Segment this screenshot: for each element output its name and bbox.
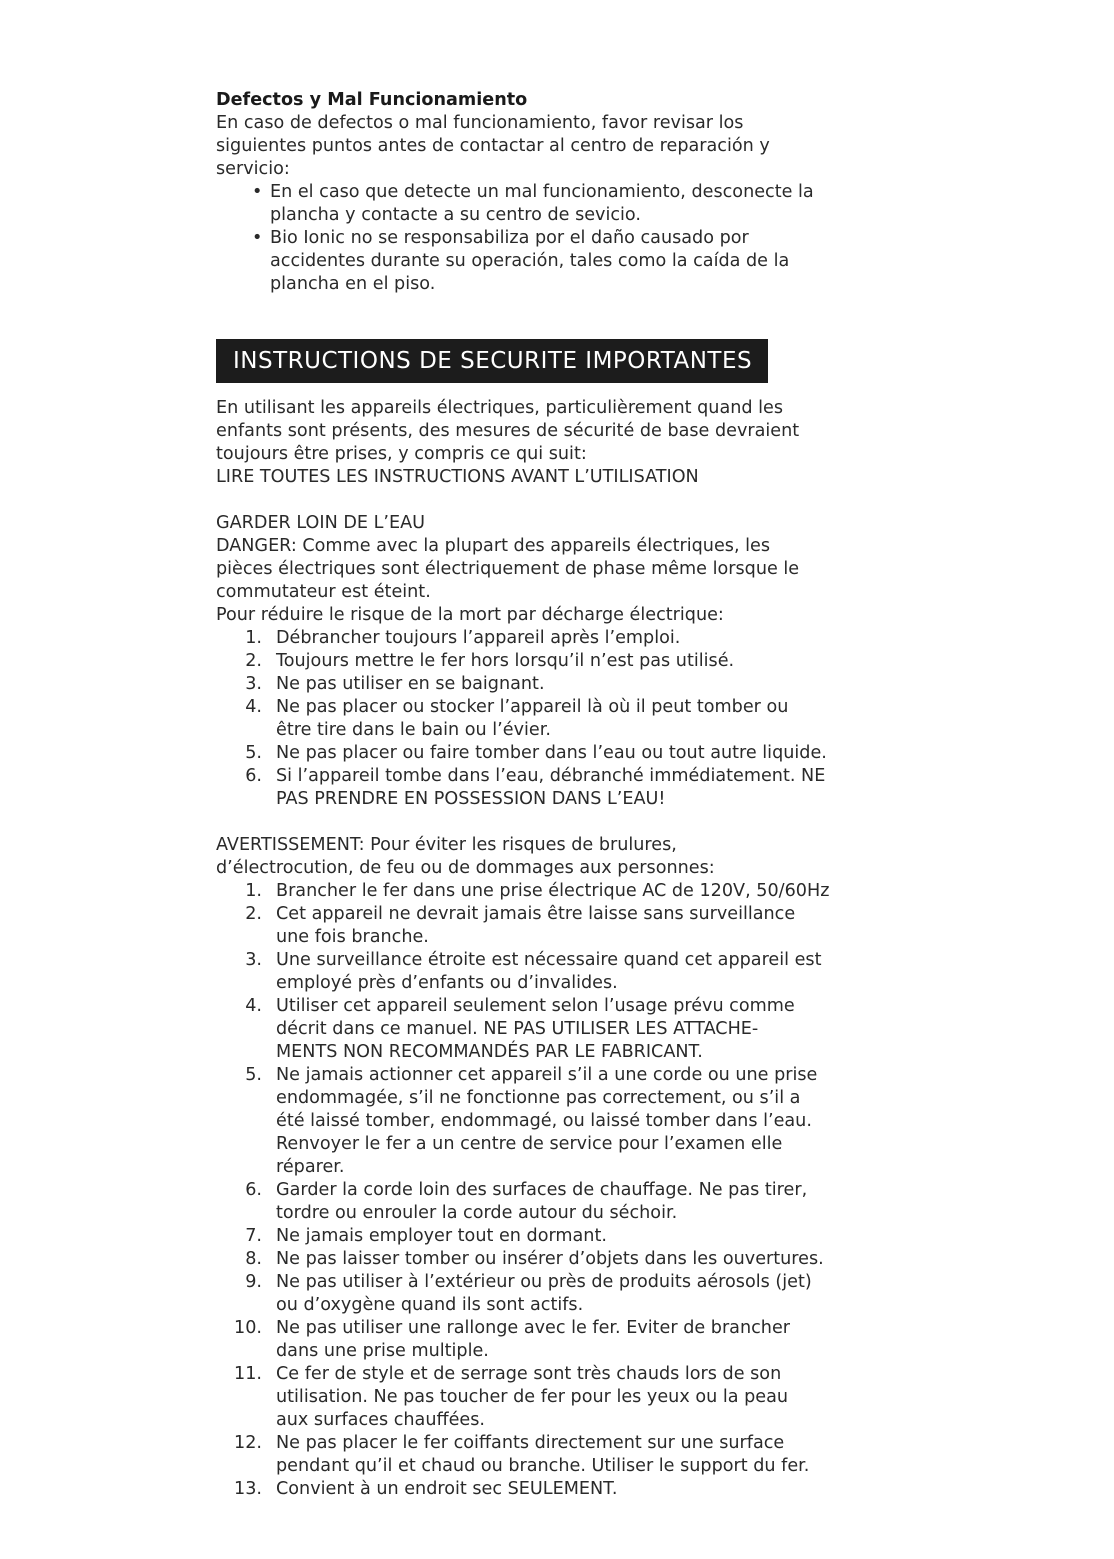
list-item-line: Ne pas laisser tomber ou insérer d’objets dans les ouvertures. bbox=[276, 1249, 824, 1269]
french-section bbox=[216, 296, 936, 1501]
list-item-line: En el caso que detecte un mal funcionamiento, desconecte la bbox=[270, 182, 814, 202]
list-item bbox=[216, 1248, 936, 1271]
spanish-section bbox=[216, 89, 936, 296]
list-item-line: être tire dans le bain ou l’évier. bbox=[276, 720, 551, 740]
list-number: 5. bbox=[245, 1065, 262, 1085]
list-item bbox=[216, 995, 936, 1064]
list-number: 4. bbox=[245, 996, 262, 1016]
list-item-line: Ne jamais employer tout en dormant. bbox=[276, 1226, 607, 1246]
list-item bbox=[216, 765, 936, 811]
paragraph-line: enfants sont présents, des mesures de sécurité de base devraient bbox=[216, 421, 800, 441]
list-number: 1. bbox=[245, 628, 262, 648]
paragraph-line: toujours être prises, y compris ce qui suit: bbox=[216, 444, 587, 464]
list-item-line: Renvoyer le fer a un centre de service pour l’examen elle bbox=[276, 1134, 783, 1154]
intro-paragraph bbox=[216, 397, 936, 489]
paragraph-line: En utilisant les appareils électriques, particulièrement quand les bbox=[216, 398, 784, 418]
list-number: 10. bbox=[234, 1318, 262, 1338]
list-item bbox=[216, 1317, 936, 1363]
list-item-line: Ne pas utiliser une rallonge avec le fer. Eviter de brancher bbox=[276, 1318, 790, 1338]
list-item-line: MENTS NON RECOMMANDÉS PAR LE FABRICANT. bbox=[276, 1042, 703, 1062]
list-item bbox=[216, 1478, 936, 1501]
list-item-line: utilisation. Ne pas toucher de fer pour les yeux ou la peau bbox=[276, 1387, 789, 1407]
list-number: 3. bbox=[245, 950, 262, 970]
list-item-line: décrit dans ce manuel. NE PAS UTILISER LES ATTACHE- bbox=[276, 1019, 759, 1039]
list-item-line: Garder la corde loin des surfaces de chauffage. Ne pas tirer, bbox=[276, 1180, 808, 1200]
list-item-line: PAS PRENDRE EN POSSESSION DANS L’EAU! bbox=[276, 789, 666, 809]
list-item-line: réparer. bbox=[276, 1157, 345, 1177]
list-item-line: Toujours mettre le fer hors lorsqu’il n’est pas utilisé. bbox=[276, 651, 735, 671]
list-item bbox=[216, 650, 936, 673]
list-item-line: plancha en el piso. bbox=[270, 274, 436, 294]
list-item bbox=[216, 1225, 936, 1248]
list-item-line: plancha y contacte a su centro de sevicio. bbox=[270, 205, 641, 225]
list-item bbox=[216, 227, 936, 296]
paragraph-line: servicio: bbox=[216, 159, 290, 179]
list-item bbox=[216, 1179, 936, 1225]
list-item-line: tordre ou enrouler la corde autour du séchoir. bbox=[276, 1203, 678, 1223]
list-item-line: Ne jamais actionner cet appareil s’il a une corde ou une prise bbox=[276, 1065, 818, 1085]
list-item-line: Utiliser cet appareil seulement selon l’usage prévu comme bbox=[276, 996, 795, 1016]
list-item bbox=[216, 903, 936, 949]
list-item-line: Cet appareil ne devrait jamais être laisse sans surveillance bbox=[276, 904, 796, 924]
list-item bbox=[216, 742, 936, 765]
paragraph-line: LIRE TOUTES LES INSTRUCTIONS AVANT L’UTILISATION bbox=[216, 467, 699, 487]
paragraph-line: pièces électriques sont électriquement de phase même lorsque le bbox=[216, 559, 800, 579]
list-item-line: endommagée, s’il ne fonctionne pas correctement, ou s’il a bbox=[276, 1088, 801, 1108]
list-number: 9. bbox=[245, 1272, 262, 1292]
list-number: 1. bbox=[245, 881, 262, 901]
list-item-line: Convient à un endroit sec SEULEMENT. bbox=[276, 1479, 618, 1499]
bullet-marker: • bbox=[252, 182, 263, 202]
list-item-line: Si l’appareil tombe dans l’eau, débranché immédiatement. NE bbox=[276, 766, 826, 786]
section-title: Defectos y Mal Funcionamiento bbox=[216, 90, 528, 110]
list-item bbox=[216, 627, 936, 650]
list-item-line: Ne pas utiliser en se baignant. bbox=[276, 674, 545, 694]
list-item-line: Brancher le fer dans une prise électrique AC de 120V, 50/60Hz bbox=[276, 881, 830, 901]
list-item-line: Ne pas utiliser à l’extérieur ou près de produits aérosols (jet) bbox=[276, 1272, 812, 1292]
bullet-list bbox=[216, 181, 936, 296]
list-number: 3. bbox=[245, 674, 262, 694]
spacer bbox=[216, 811, 936, 834]
list-number: 7. bbox=[245, 1226, 262, 1246]
list-item bbox=[216, 880, 936, 903]
list-item-line: une fois branche. bbox=[276, 927, 429, 947]
list-number: 6. bbox=[245, 766, 262, 786]
list-item bbox=[216, 1432, 936, 1478]
list-number: 13. bbox=[234, 1479, 262, 1499]
list-item-line: Débrancher toujours l’appareil après l’emploi. bbox=[276, 628, 681, 648]
list-number: 4. bbox=[245, 697, 262, 717]
list-number: 11. bbox=[234, 1364, 262, 1384]
list-item-line: Ce fer de style et de serrage sont très chauds lors de son bbox=[276, 1364, 782, 1384]
list-item-line: dans une prise multiple. bbox=[276, 1341, 489, 1361]
list-item-line: employé près d’enfants ou d’invalides. bbox=[276, 973, 618, 993]
paragraph-line: d’électrocution, de feu ou de dommages aux personnes: bbox=[216, 858, 715, 878]
list-item bbox=[216, 1363, 936, 1432]
list-item bbox=[216, 181, 936, 227]
paragraph-line: siguientes puntos antes de contactar al centro de reparación y bbox=[216, 136, 770, 156]
section-heading: INSTRUCTIONS DE SECURITE IMPORTANTES bbox=[216, 339, 768, 383]
bullet-marker: • bbox=[252, 228, 263, 248]
list-item-line: aux surfaces chauffées. bbox=[276, 1410, 486, 1430]
list-number: 5. bbox=[245, 743, 262, 763]
list-item-line: Ne pas placer ou faire tomber dans l’eau ou tout autre liquide. bbox=[276, 743, 827, 763]
list-number: 2. bbox=[245, 651, 262, 671]
paragraph-line: commutateur est éteint. bbox=[216, 582, 431, 602]
list-item-line: Une surveillance étroite est nécessaire quand cet appareil est bbox=[276, 950, 822, 970]
danger-paragraph bbox=[216, 512, 936, 627]
danger-list bbox=[216, 627, 936, 811]
list-item-line: Ne pas placer ou stocker l’appareil là où il peut tomber ou bbox=[276, 697, 789, 717]
list-item bbox=[216, 1064, 936, 1179]
list-item bbox=[216, 673, 936, 696]
list-item-line: pendant qu’il et chaud ou branche. Utiliser le support du fer. bbox=[276, 1456, 810, 1476]
list-item bbox=[216, 1271, 936, 1317]
warning-paragraph bbox=[216, 834, 936, 880]
list-item-line: Bio Ionic no se responsabiliza por el daño causado por bbox=[270, 228, 749, 248]
list-number: 12. bbox=[234, 1433, 262, 1453]
document-page bbox=[216, 89, 936, 1501]
list-item-line: Ne pas placer le fer coiffants directement sur une surface bbox=[276, 1433, 785, 1453]
list-item-line: été laissé tomber, endommagé, ou laissé tomber dans l’eau. bbox=[276, 1111, 812, 1131]
list-number: 2. bbox=[245, 904, 262, 924]
list-item-line: accidentes durante su operación, tales como la caída de la bbox=[270, 251, 790, 271]
spacer bbox=[216, 489, 936, 512]
list-number: 6. bbox=[245, 1180, 262, 1200]
paragraph-line: DANGER: Comme avec la plupart des appareils électriques, les bbox=[216, 536, 771, 556]
list-item-line: ou d’oxygène quand ils sont actifs. bbox=[276, 1295, 584, 1315]
list-number: 8. bbox=[245, 1249, 262, 1269]
warning-list bbox=[216, 880, 936, 1501]
list-item bbox=[216, 949, 936, 995]
list-item bbox=[216, 696, 936, 742]
paragraph-line: AVERTISSEMENT: Pour éviter les risques de brulures, bbox=[216, 835, 677, 855]
paragraph-line: Pour réduire le risque de la mort par décharge électrique: bbox=[216, 605, 724, 625]
paragraph-line: En caso de defectos o mal funcionamiento, favor revisar los bbox=[216, 113, 744, 133]
paragraph-line: GARDER LOIN DE L’EAU bbox=[216, 513, 426, 533]
